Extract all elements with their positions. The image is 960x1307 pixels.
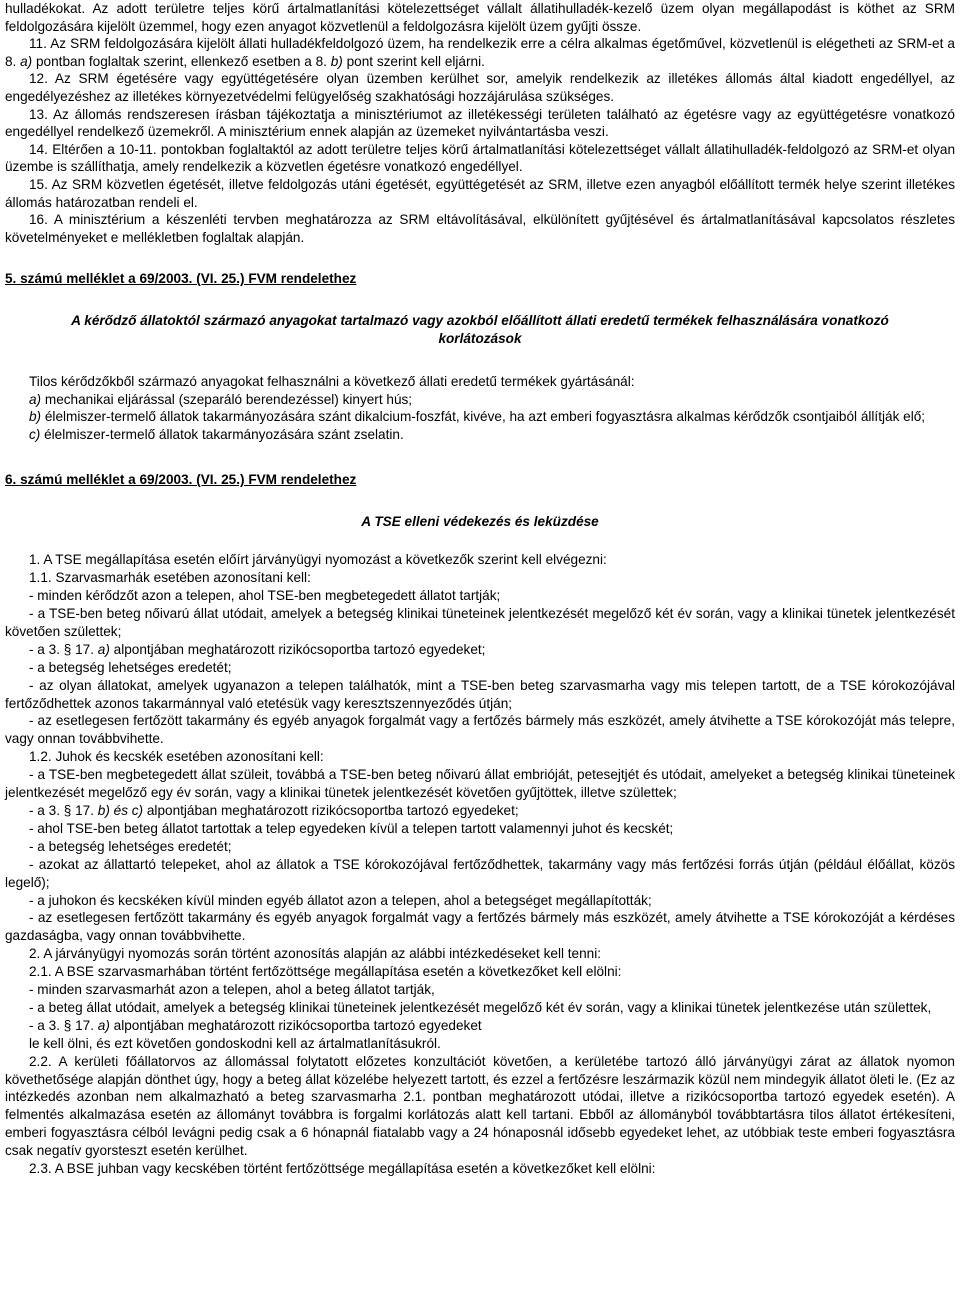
list-item: - a juhokon és kecskéken kívül minden egyéb állatot azon a telepen, ahol a betegséget megállapították; (29, 892, 652, 908)
annex-6-heading: A TSE elleni védekezés és leküzdése (361, 514, 599, 530)
item-a-label: a) (29, 391, 42, 407)
annex-5-intro: Tilos kérődzőkből származó anyagokat felhasználni a következő állati eredetű termékek gyártásánál: (29, 374, 635, 390)
paragraph-15: 15. Az SRM közvetlen égetését, illetve feldolgozás utáni égetését, együttégetését az SRM, illetve ezen anyagból előállított termék helye szerint illetékes állomás határozatban rendeli el. (5, 176, 955, 210)
list-item: - a TSE-ben megbetegedett állat szüleit, továbbá a TSE-ben beteg nőivarú állat embrióját, petesejtjét és utódait, amelyeket a betegség klinikai tüneteinek jelentkezését megelőző egy év során, vagy a klinikai tünetek jelentkezését követően gyűjtöttek, illetve születtek; (5, 767, 955, 801)
annex-6-point-1-1: 1.1. Szarvasmarhák esetében azonosítani kell: (29, 570, 311, 586)
spacer (5, 489, 955, 513)
list-item (5, 641, 955, 659)
annex-6-point-2-1: 2.1. A BSE szarvasmarhában történt fertőzöttsége megállapítása esetén a következőket kell elölni: (29, 964, 622, 980)
annex-6-point-2: 2. A járványügyi nyomozás során történt azonosítás alapján az alábbi intézkedéseket kell tenni: (29, 946, 602, 962)
list-item (5, 802, 955, 820)
paragraph-11-end: pont szerint kell eljárni. (342, 53, 485, 69)
list-item-prefix: - a 3. § 17. (29, 641, 98, 657)
spacer (5, 443, 955, 471)
item-a-text: mechanikai eljárással (szeparáló berendezéssel) kinyert hús; (41, 391, 413, 407)
annex-6-point-2-3: 2.3. A BSE juhban vagy kecskében történt fertőzöttsége megállapítása esetén a következőket kell elölni: (29, 1161, 656, 1177)
spacer (5, 288, 955, 312)
spacer (5, 246, 955, 263)
list-item-text: alpontjában meghatározott rizikócsoportba tartozó egyedeket; (143, 802, 519, 818)
list-item-prefix: - a 3. § 17. (29, 1017, 98, 1033)
paragraph-12: 12. Az SRM égetésére vagy együttégetésére olyan üzemben kerülhet sor, amelyik rendelkezik az illetékes állomás által kiadott engedéllyel, az engedélyezéshez az illetékes környezetvédelmi felügyelőség szakhatósági hozzájárulása szükséges. (5, 71, 955, 104)
list-item-text: alpontjában meghatározott rizikócsoportba tartozó egyedeket; (109, 641, 486, 657)
spacer-small (5, 263, 955, 270)
annex-5-item-a (5, 391, 955, 409)
list-item: - a betegség lehetséges eredetét; (29, 659, 232, 675)
list-item: - minden kérődzőt azon a telepen, ahol TSE-ben megbetegedett állatot tartják; (29, 588, 501, 604)
section-annex-6 (5, 471, 955, 1178)
list-item: - ahol TSE-ben beteg állatot tartottak a telep egyedeken kívül a telepen tartott valamennyi juhot és kecskét; (29, 820, 674, 836)
spacer (5, 347, 955, 373)
section-annex-5 (5, 270, 955, 443)
paragraph-11-main: 11. Az SRM feldolgozására kijelölt állati hulladékfeldolgozó üzem, ha rendelkezik erre a célra alkalmas égetőművel, közvetlenül is elégetheti az SRM-et a 8. (5, 36, 955, 69)
paragraph-intro: hulladékokat. Az adott területre teljes körű ártalmatlanítási kötelezettséget vállalt állatihulladék-kezelő üzem olyan megállapodást is köthet az SRM feldolgozására kijelölt üzemmel, hogy ezen anyagot közvetlenül a feldolgozásra kijelölt üzem gyűjti össze. (5, 1, 955, 34)
list-item-label: a) (97, 1017, 110, 1033)
list-item-label: a) (97, 641, 110, 657)
item-c-label: c) (29, 426, 41, 442)
paragraph-14: 14. Eltérően a 10-11. pontokban foglaltaktól az adott területre teljes körű ártalmatlanítási kötelezettséget vállalt állatihulladék-feldolgozó az SRM-et olyan üzembe is szállíthatja, amely rendelkezik a közvetlen égetésre vonatkozó engedéllyel. (5, 141, 955, 175)
annex-6-title: 6. számú melléklet a 69/2003. (VI. 25.) FVM rendelethez (5, 472, 357, 488)
list-item (5, 1017, 955, 1035)
paragraph-11-a-label: a) (20, 53, 33, 69)
spacer (5, 531, 955, 551)
list-item: - a betegség lehetséges eredetét; (29, 838, 232, 854)
list-item-text: alpontjában meghatározott rizikócsoportba tartozó egyedeket (109, 1017, 482, 1033)
list-item: - az esetlegesen fertőzött takarmány és egyéb anyagok forgalmát vagy a fertőzés bármely más eszközét, amely átvihette a TSE kórokozóját a kérdéses gazdaságba, vagy onnan továbbvihette. (5, 910, 955, 944)
annex-5-heading: A kérődző állatoktól származó anyagokat tartalmazó vagy azokból előállított állati eredetű termékek felhasználására vonatkozó korlátozások (71, 312, 889, 346)
item-b-text: élelmiszer-termelő állatok takarmányozására szánt dikalcium-foszfát, kivéve, ha azt emberi fogyasztásra alkalmas kérődzők csontjaiból állítják elő; (41, 409, 926, 425)
list-item: - az esetlegesen fertőzött takarmány és egyéb anyagok forgalmát vagy a fertőzés bármely más eszközét, amely átvihette a TSE kórokozóját más telepre, vagy onnan továbbvihette. (5, 713, 955, 747)
paragraph-11-mid: pontban foglaltak szerint, ellenkező esetben a 8. (32, 53, 331, 69)
item-b-label: b) (29, 409, 42, 425)
list-item-prefix: - a 3. § 17. (29, 802, 98, 818)
list-item: - a TSE-ben beteg nőivarú állat utódait, amelyek a betegség klinikai tüneteinek jelentkezését megelőző két év során, vagy a klinikai tünetek jelentkezését követően születtek; (5, 606, 955, 639)
list-item: - minden szarvasmarhát azon a telepen, ahol a beteg állatot tartják, (29, 982, 435, 998)
item-c-text: élelmiszer-termelő állatok takarmányozására szánt zselatin. (40, 426, 404, 442)
list-item: - az olyan állatokat, amelyek ugyanazon a telepen találhatók, mint a TSE-ben beteg szarvasmarha vagy mis telepen tartott, de a TSE kórokozójával fertőződhettek azonos takarmánnyal való etetésük vagy keresztszennyeződés útján; (5, 677, 955, 711)
list-item: - a beteg állat utódait, amelyek a betegség klinikai tüneteinek jelentkezését megelőző két év során, vagy a klinikai tünetek jelentkezése után születtek, (29, 999, 932, 1015)
annex-5-item-c (5, 426, 955, 444)
paragraph-16: 16. A minisztérium a készenléti tervben meghatározza az SRM eltávolításával, elkülönített gyűjtésével és ártalmatlanításával kapcsolatos részletes követelményeket e mellékletben foglaltak alapján. (5, 212, 955, 245)
section-srm-rules (5, 0, 955, 246)
annex-6-point-2-2: 2.2. A kerületi főállatorvos az állomással folytatott előzetes konzultációt követően, a kerületébe tartozó álló járványügyi zárat az állatok nyomon követhetősége alapján dönthet úgy, hogy a beteg állat közelébe helyezett tartott, és ezzel a fertőzésre leszármazik közül nem mindegyik állatot öleti le. (Ez az intézkedés azonban nem alkalmazható a beteg szarvasmarha 2.1. pontban meghatározott utódai, illetve a rizikócsoportba tartozó egyedek esetén). A felmentés alkalmazása esetén az állományt továbbra is forgalmi korlátozás alatt kell tartani. Ebből az állományból továbbtartásra tilos állatot értékesíteni, emberi fogyasztásra célból levágni pedig csak a 6 hónapnál fiatalabb vagy a 24 hónaposnál idősebb egyedeket lehet, az utóbbiak teste emberi fogyasztásra csak negatív gyorsteszt esetén kerülhet. (5, 1053, 955, 1159)
list-item: - azokat az állattartó telepeket, ahol az állatok a TSE kórokozójával fertőződhettek, takarmány vagy más fertőzési forrás útján (például élőállat, közös legelő); (5, 856, 955, 890)
list-item-label: b) és c) (97, 802, 144, 818)
paragraph-13: 13. Az állomás rendszeresen írásban tájékoztatja a minisztériumot az illetékességi területen található az égetésre vagy az együttégetésre vonatkozó engedéllyel rendelkező üzemekről. A minisztérium ennek alapján az üzemeket nyilvántartásba veszi. (5, 106, 955, 140)
annex-5-item-b (5, 408, 955, 426)
annex-6-point-1: 1. A TSE megállapítása esetén előírt járványügyi nyomozást a következők szerint kell elvégezni: (29, 552, 607, 568)
list-item: le kell ölni, és ezt követően gondoskodni kell az ártalmatlanításukról. (29, 1035, 441, 1051)
annex-5-title: 5. számú melléklet a 69/2003. (VI. 25.) FVM rendelethez (5, 271, 357, 287)
annex-6-point-1-2: 1.2. Juhok és kecskék esetében azonosítani kell: (29, 749, 324, 765)
paragraph-11 (5, 35, 955, 70)
paragraph-11-b-label: b) (330, 53, 343, 69)
